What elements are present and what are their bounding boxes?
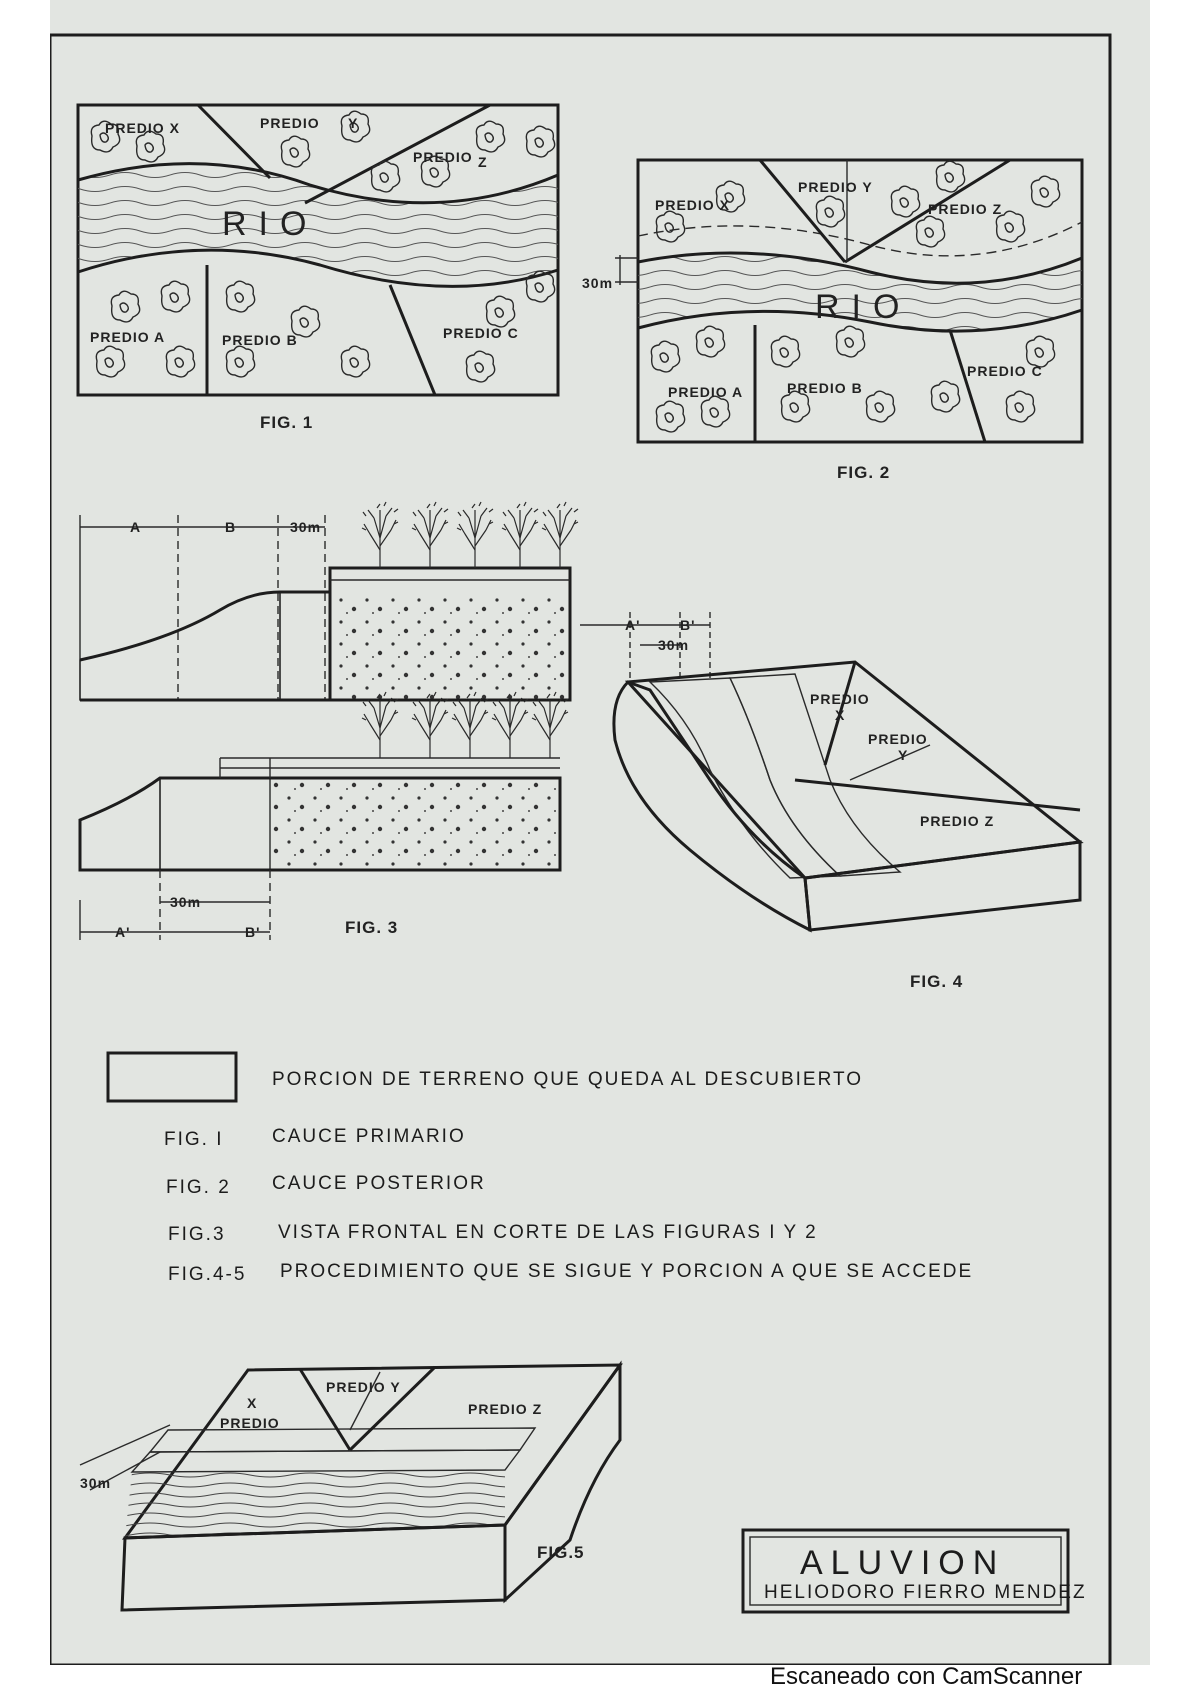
- fig3-bottom-slope-soil: [80, 778, 160, 870]
- fig3-bottom-trees: [362, 692, 568, 758]
- author-text: HELIODORO FIERRO MENDEZ: [764, 1582, 1087, 1603]
- fig3-dim-b: B: [225, 519, 237, 535]
- fig2-label-predio-a: PREDIO A: [668, 384, 744, 400]
- fig2-dim-30m: 30m: [582, 275, 614, 291]
- legend-hatch-swatch: [108, 1053, 236, 1101]
- fig3-dim-a: A: [130, 519, 142, 535]
- legend-fig2: FIG. 2: [166, 1177, 231, 1198]
- fig1-label-predio-y: PREDIO: [260, 115, 320, 131]
- fig5-front-face: [122, 1525, 505, 1610]
- fig2-label-predio-y: PREDIO Y: [798, 179, 873, 195]
- fig1-plan-view: [78, 105, 558, 432]
- fig2-boundary-bc: [950, 330, 985, 442]
- fig3-section-view: [80, 502, 578, 940]
- fig4-perspective-block: [580, 612, 1080, 991]
- fig4-label-predio-z: PREDIO Z: [920, 813, 995, 829]
- fig1-label-y: Y: [348, 115, 359, 131]
- fig3-top-exposed-portion: [280, 592, 330, 700]
- fig1-label-rio: RIO: [222, 205, 319, 243]
- fig2-label-predio-x: PREDIO X: [655, 197, 730, 213]
- fig1-label-predio-x: PREDIO X: [105, 120, 180, 136]
- fig1-boundary-bc: [390, 285, 435, 395]
- aluvion-drawing: [50, 0, 1150, 1665]
- fig5-label-predio-x: PREDIO: [220, 1415, 280, 1431]
- fig5-label-predio-z: PREDIO Z: [468, 1401, 543, 1417]
- fig1-label-predio-a: PREDIO A: [90, 329, 166, 345]
- fig1-label-predio-z: PREDIO: [413, 149, 473, 165]
- fig4-exposed-strip: [650, 678, 840, 878]
- title-box: [743, 1530, 1087, 1612]
- legend: [108, 1053, 973, 1285]
- fig3-bottom-exposed-portion: [160, 778, 270, 870]
- fig2-label-rio: RIO: [815, 288, 912, 326]
- fig3-top-slope-soil: [80, 592, 280, 700]
- fig5-label-x: X: [247, 1395, 258, 1411]
- fig4-dim-a-prime: A': [625, 617, 641, 633]
- fig2-plan-view: [582, 160, 1082, 482]
- fig4-label-x: X: [835, 707, 846, 723]
- legend-swatch-text: PORCION DE TERRENO QUE QUEDA AL DESCUBIERTO: [272, 1069, 864, 1090]
- fig5-perspective-block: [80, 1365, 620, 1610]
- fig2-caption: FIG. 2: [837, 463, 891, 482]
- legend-fig2-text: CAUCE POSTERIOR: [272, 1173, 486, 1194]
- fig5-riverbank-strip: [132, 1450, 520, 1472]
- fig1-label-predio-b: PREDIO B: [222, 332, 298, 348]
- fig5-label-predio-y: PREDIO Y: [326, 1379, 401, 1395]
- fig2-label-predio-b: PREDIO B: [787, 380, 863, 396]
- legend-fig3-text: VISTA FRONTAL EN CORTE DE LAS FIGURAS I Y 2: [278, 1222, 818, 1243]
- fig2-old-bank-dashed: [638, 222, 1082, 256]
- fig4-label-y: Y: [898, 747, 909, 763]
- fig4-caption: FIG. 4: [910, 972, 964, 991]
- legend-fig1: FIG. I: [164, 1129, 224, 1150]
- legend-fig45: FIG.4-5: [168, 1264, 247, 1285]
- fig4-left-face: [614, 682, 810, 930]
- fig2-label-predio-c: PREDIO C: [967, 363, 1043, 379]
- fig1-label-z: Z: [478, 154, 488, 170]
- paper-sheet: [50, 0, 1150, 1665]
- legend-fig3: FIG.3: [168, 1224, 226, 1245]
- fig3-dim-b-prime: B': [245, 924, 261, 940]
- fig3-dim-a-prime: A': [115, 924, 131, 940]
- legend-fig1-text: CAUCE PRIMARIO: [272, 1126, 466, 1147]
- legend-fig45-text: PROCEDIMIENTO QUE SE SIGUE Y PORCION A QUE SE ACCEDE: [280, 1261, 974, 1282]
- fig4-dim-30m: 30m: [658, 637, 690, 653]
- fig3-top-trees: [362, 502, 578, 568]
- fig3-caption: FIG. 3: [345, 918, 399, 937]
- fig5-dim-30m: 30m: [80, 1475, 112, 1491]
- fig4-label-predio-x: PREDIO: [810, 691, 870, 707]
- fig1-caption: FIG. 1: [260, 413, 314, 432]
- title-text: ALUVION: [800, 1544, 1006, 1582]
- fig2-label-predio-z: PREDIO Z: [928, 201, 1003, 217]
- fig1-label-predio-c: PREDIO C: [443, 325, 519, 341]
- fig3-dim-30m-bottom: 30m: [170, 894, 202, 910]
- fig5-caption: FIG.5: [537, 1543, 585, 1562]
- fig4-label-predio-y: PREDIO: [868, 731, 928, 747]
- fig4-dim-b-prime: B': [680, 617, 696, 633]
- fig3-dim-30m-top: 30m: [290, 519, 322, 535]
- scanner-watermark: Escaneado con CamScanner: [770, 1663, 1083, 1690]
- fig4-front-face: [805, 842, 1080, 930]
